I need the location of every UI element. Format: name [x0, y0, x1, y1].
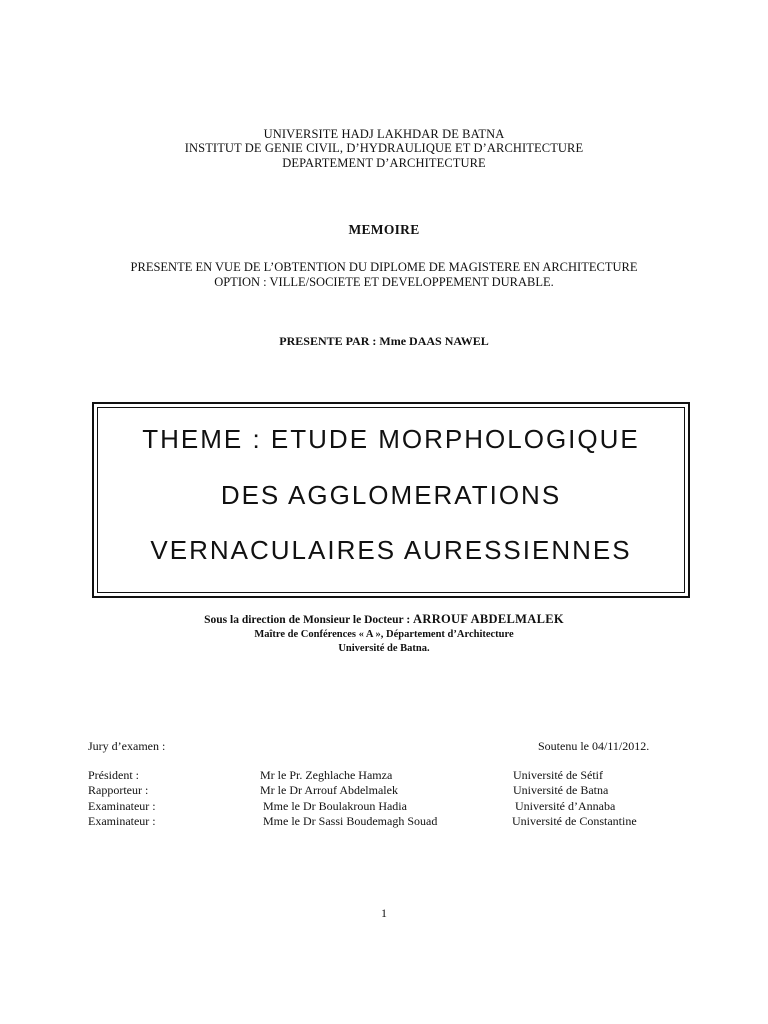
- theme-box: [92, 402, 690, 598]
- jury-role: Examinateur :: [88, 799, 156, 813]
- department-name: DEPARTEMENT D’ARCHITECTURE: [282, 156, 486, 170]
- supervisor-line: [0, 612, 768, 627]
- jury-member-name: Mr le Pr. Zeghlache Hamza: [260, 768, 393, 782]
- jury-role: Examinateur :: [88, 814, 156, 828]
- institute-name: INSTITUT DE GENIE CIVIL, D’HYDRAULIQUE ET D’ARCHITECTURE: [184, 141, 584, 155]
- supervisor-prefix: Sous la direction de Monsieur le Docteur :: [204, 614, 414, 626]
- jury-member-name: Mme le Dr Boulakroun Hadia: [263, 799, 407, 813]
- jury-member-name: Mr le Dr Arrouf Abdelmalek: [260, 783, 398, 797]
- theme-box-inner: [97, 407, 685, 593]
- jury-member-university: Université de Batna: [513, 783, 609, 797]
- supervisor-name: ARROUF ABDELMALEK: [413, 612, 564, 626]
- theme-line-1: THEME : ETUDE MORPHOLOGIQUE: [142, 424, 640, 454]
- jury-member-university: Université de Constantine: [512, 814, 637, 828]
- diploma-line: PRESENTE EN VUE DE L’OBTENTION DU DIPLOME DE MAGISTERE EN ARCHITECTURE: [130, 260, 638, 274]
- option-line: OPTION : VILLE/SOCIETE ET DEVELOPPEMENT DURABLE.: [214, 275, 554, 289]
- jury-member-name: Mme le Dr Sassi Boudemagh Souad: [263, 814, 438, 828]
- page-number: 1: [381, 906, 387, 920]
- jury-role: Rapporteur :: [88, 783, 149, 797]
- supervisor-position: Maître de Conférences « A », Département d’Architecture: [254, 629, 514, 640]
- theme-line-3: VERNACULAIRES AURESSIENNES: [150, 535, 632, 565]
- defense-date: Soutenu le 04/11/2012.: [538, 739, 650, 753]
- author-line: PRESENTE PAR : Mme DAAS NAWEL: [279, 334, 489, 348]
- jury-label: Jury d’examen :: [88, 739, 166, 753]
- jury-member-university: Université de Sétif: [513, 768, 603, 782]
- jury-role: Président :: [88, 768, 139, 782]
- document-type-title: MEMOIRE: [348, 222, 420, 237]
- jury-member-university: Université d’Annaba: [515, 799, 616, 813]
- theme-line-2: DES AGGLOMERATIONS: [220, 480, 562, 510]
- supervisor-university: Université de Batna.: [338, 643, 430, 654]
- university-name: UNIVERSITE HADJ LAKHDAR DE BATNA: [263, 127, 505, 141]
